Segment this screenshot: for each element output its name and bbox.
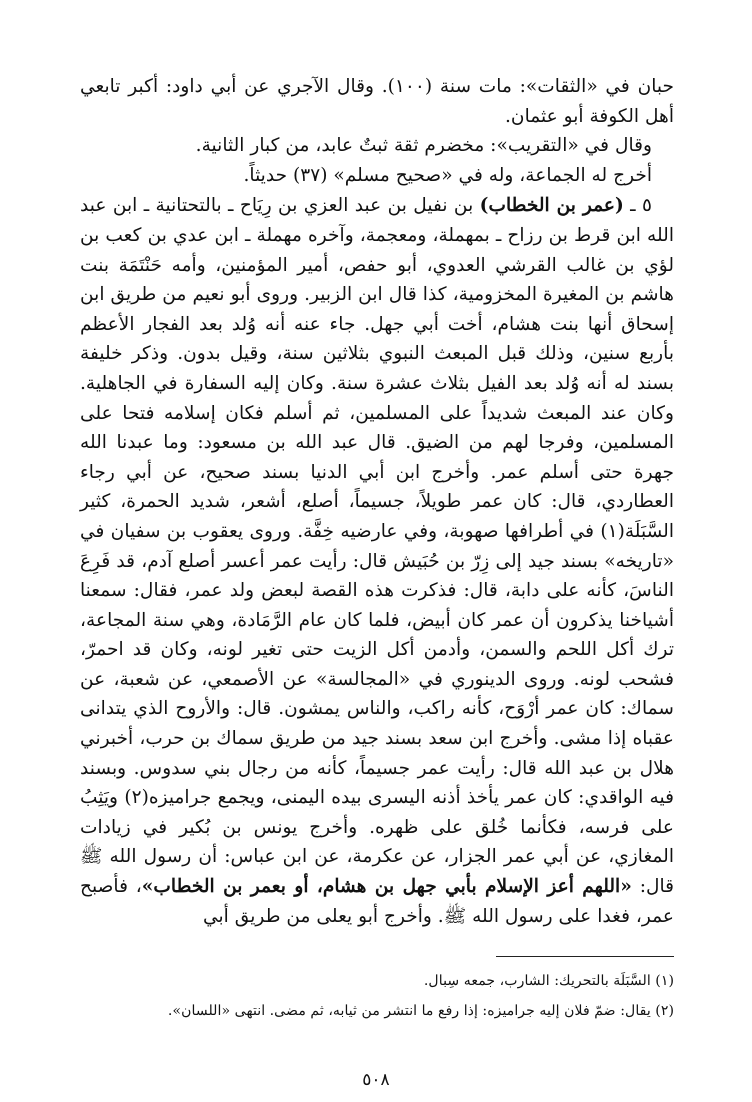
biography-entry xyxy=(80,191,674,931)
entry-hadith-quote: «اللهم أعز الإسلام بأبي جهل بن هشام، أو بعمر بن الخطاب» xyxy=(141,876,632,898)
entry-text: بن نفيل بن عبد العزي بن رِيَاح ـ بالتحتانية ـ ابن عبد الله ابن قرط بن رزاح ـ بمهملة، ومعجمة، وآخره مهملة ـ ابن عدي بن كعب بن لؤي بن غالب القرشي العدوي، أبو حفص، أمير المؤمنين، وأمه حَنْتَمَة بنت هاشم بن المغيرة المخزومية، كذا قال ابن الزبير. وروى أبو نعيم من طريق ابن إسحاق أنها بنت هشام، أخت أبي جهل. جاء عنه أنه وُلد بعد الفجار الأعظم بأربع سنين، وذلك قبل المبعث النبوي بثلاثين سنة، وقيل بدون. وذكر خليفة بسند له أنه وُلد بعد الفيل بثلاث عشرة سنة. وكان إليه السفارة في الجاهلية. وكان عند المبعث شديداً على المسلمين، ثم أسلم فكان إسلامه فتحا على المسلمين، وفرجا لهم من الضيق. قال عبد الله بن مسعود: وما عبدنا الله جهرة حتى أسلم عمر. وأخرج ابن أبي الدنيا بسند صحيح، عن أبي رجاء العطاردي، قال: كان عمر طويلاً، جسيماً، أصلع، أشعر، شديد الحمرة، كثير السَّبَلَة(١) في أطرافها صهوبة، وفي عارضيه خِفَّة. وروى يعقوب بن سفيان في «تاريخه» بسند جيد إلى زِرّ بن حُبَيش قال: رأيت عمر أعسر أصلع آدم، قد فَرِعَ الناسَ، كأنه على دابة، قال: فذكرت هذه القصة لبعض ولد عمر، فقال: سمعنا أشياخنا يذكرون أن عمر كان أبيض، فلما كان عام الرَّمَادة، وهي سنة المجاعة، ترك أكل اللحم والسمن، وأدمن أكل الزيت حتى تغير لونه، وكان قد احمرّ، فشحب لونه. وروى الدينوري في «المجالسة» عن الأصمعي، عن شعبة، عن سماك: كان عمر أرْوَح، كأنه راكب، والناس يمشون. قال: والأروح الذي يتدانى عقباه إذا مشى. وأخرج ابن سعد بسند جيد من طريق سماك بن حرب، أخبرني هلال بن عبد الله قال: رأيت عمر جسيماً، كأنه من رجال بني سدوس. وبسند فيه الواقدي: كان عمر يأخذ أذنه اليسرى بيده اليمنى، ويجمع جراميزه(٢) ويَثِبُ على فرسه، فكأنما خُلق على ظهره. وأخرج يونس بن بُكير في زيادات المغازي، عن أبي عمر الجزار، عن عكرمة، عن ابن عباس: أن رسول الله ﷺ قال: xyxy=(80,195,675,898)
footnote-separator xyxy=(496,956,674,957)
footnotes xyxy=(80,966,674,1026)
paragraph-continuation: حبان في «الثقات»: مات سنة (١٠٠). وقال الآجري عن أبي داود: أكبر تابعي أهل الكوفة أبو عثمان. xyxy=(80,76,674,127)
footnote-1: (١) السَّبَلَة بالتحريك: الشارب، جمعه سِبال. xyxy=(423,973,674,989)
entry-number: ٥ ـ xyxy=(630,195,652,217)
page-number: ٥٠٨ xyxy=(362,1070,390,1090)
paragraph-takhrij: أخرج له الجماعة، وله في «صحيح مسلم» (٣٧) حديثاً. xyxy=(243,164,652,186)
footnote-2: (٢) يقال: ضمّ فلان إليه جراميزه: إذا رفع ما انتشر من ثيابه، ثم مضى. انتهى «اللسان». xyxy=(167,1003,674,1019)
paragraph-taqrib: وقال في «التقريب»: مخضرم ثقة ثبتٌ عابد، من كبار الثانية. xyxy=(195,135,652,157)
entry-text-continued: ، فأصبح عمر، فغدا على رسول الله ﷺ. وأخرج أبو يعلى من طريق أبي xyxy=(80,876,674,927)
entry-name: (عمر بن الخطاب) xyxy=(479,195,624,217)
